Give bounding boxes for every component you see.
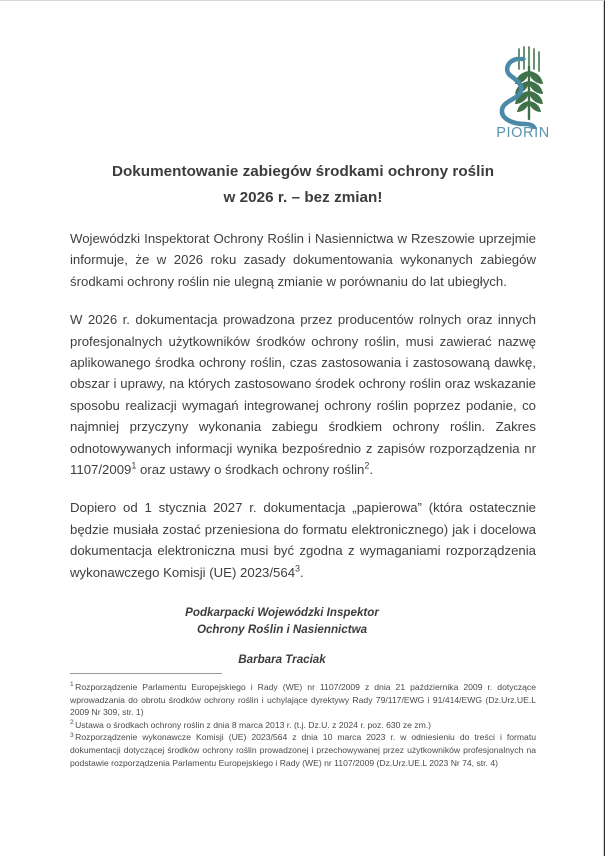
footnote-1 [70,681,536,719]
page-title-line-1: Dokumentowanie zabiegów środkami ochrony roślin [111,163,495,180]
footnote-2 [70,719,536,732]
signature-name: Barbara Traciak [238,653,326,667]
paragraph-2-tail: oraz ustawy o środkach ochrony roślin [136,462,365,478]
footnote-ref-1: 1 [131,460,137,471]
signature-block [70,583,536,669]
footnote-3 [70,731,536,769]
footnote-1-text: Rozporządzenie Parlamentu Europejskiego i Rady (WE) nr 1107/2009 z dnia 21 października 2009 r. dotyczące wprowadzania do obrotu środków ochrony roślin i uchylające dyrektywy Rady 79/117/EWG i 91/414/EWG (Dz.Urz.UE.L 2009 Nr 309, str. 1) [70,682,536,718]
footnote-ref-2: 2 [364,460,370,471]
footnote-separator [70,673,222,674]
paragraph-2-text: W 2026 r. dokumentacja prowadzona przez producentów rolnych oraz innych profesjonalnych użytkowników środków ochrony roślin, musi zawierać nazwę aplikowanego środka ochrony roślin, czas zastosowania i zastosowaną dawkę, obszar i uprawy, na których zastosowano środek ochrony roślin oraz wskazanie sposobu realizacji wymagań integrowanej ochrony roślin poprzez podanie, co najmniej przyczyny wykonania zabiegu środkiem ochrony roślin. Zakres odnotowywanych informacji wynika bezpośrednio z zapisów rozporządzenia nr 1107/2009 [70,312,536,478]
paragraph-3-period: . [300,564,304,580]
page-title [70,1,536,211]
signature-title-line-1: Podkarpacki Wojewódzki Inspektor [185,606,379,620]
footnote-1-marker: 1 [70,681,74,689]
paragraph-3-text: Dopiero od 1 stycznia 2027 r. dokumentacja „papierowa” (która ostatecznie będzie musiała zostać przeniesiona do formatu elektronicznego) jak i docelowa dokumentacja elektroniczna musi być zgodna z wymaganiami rozporządzenia wykonawczego Komisji (UE) 2023/564 [70,500,536,580]
footnote-3-text: Rozporządzenie wykonawcze Komisji (UE) 2023/564 z dnia 10 marca 2023 r. w odniesieniu do treści i formatu dokumentacji dotyczącej środków ochrony roślin prowadzonej i przechowywanej przez użytkowników profesjonalnych na podstawie rozporządzenia Parlamentu Europejskiego i Rady (WE) nr 1107/2009 (Dz.Urz.UE.L 2023 Nr 74, str. 4) [70,732,536,768]
piorin-wordmark: PIORIN [496,125,550,141]
paragraph-1-text: Wojewódzki Inspektorat Ochrony Roślin i Nasiennictwa w Rzeszowie uprzejmie informuje, że w 2026 roku zasady dokumentowania wykonanych zabiegów środkami ochrony roślin nie ulegną zmianie w porównaniu do lat ubiegłych. [70,231,536,289]
signature-spacer [70,638,494,652]
paragraph-1 [70,211,536,292]
footnote-ref-3: 3 [295,563,301,574]
footnote-3-marker: 3 [70,731,74,739]
paragraph-2-period: . [369,462,374,478]
signature-title-line-2: Ochrony Roślin i Nasiennictwa [196,622,368,636]
paragraph-3 [70,480,536,583]
footnote-2-marker: 2 [70,718,74,726]
document-body [70,1,536,669]
footnotes-section [70,673,536,769]
page-title-line-2: w 2026 r. – bez zmian! [223,189,383,206]
footnote-2-text: Ustawa o środkach ochrony roślin z dnia 8 marca 2013 r. (t.j. Dz.U. z 2024 r. poz. 630 ze zm.) [75,719,432,730]
paragraph-2 [70,292,536,480]
